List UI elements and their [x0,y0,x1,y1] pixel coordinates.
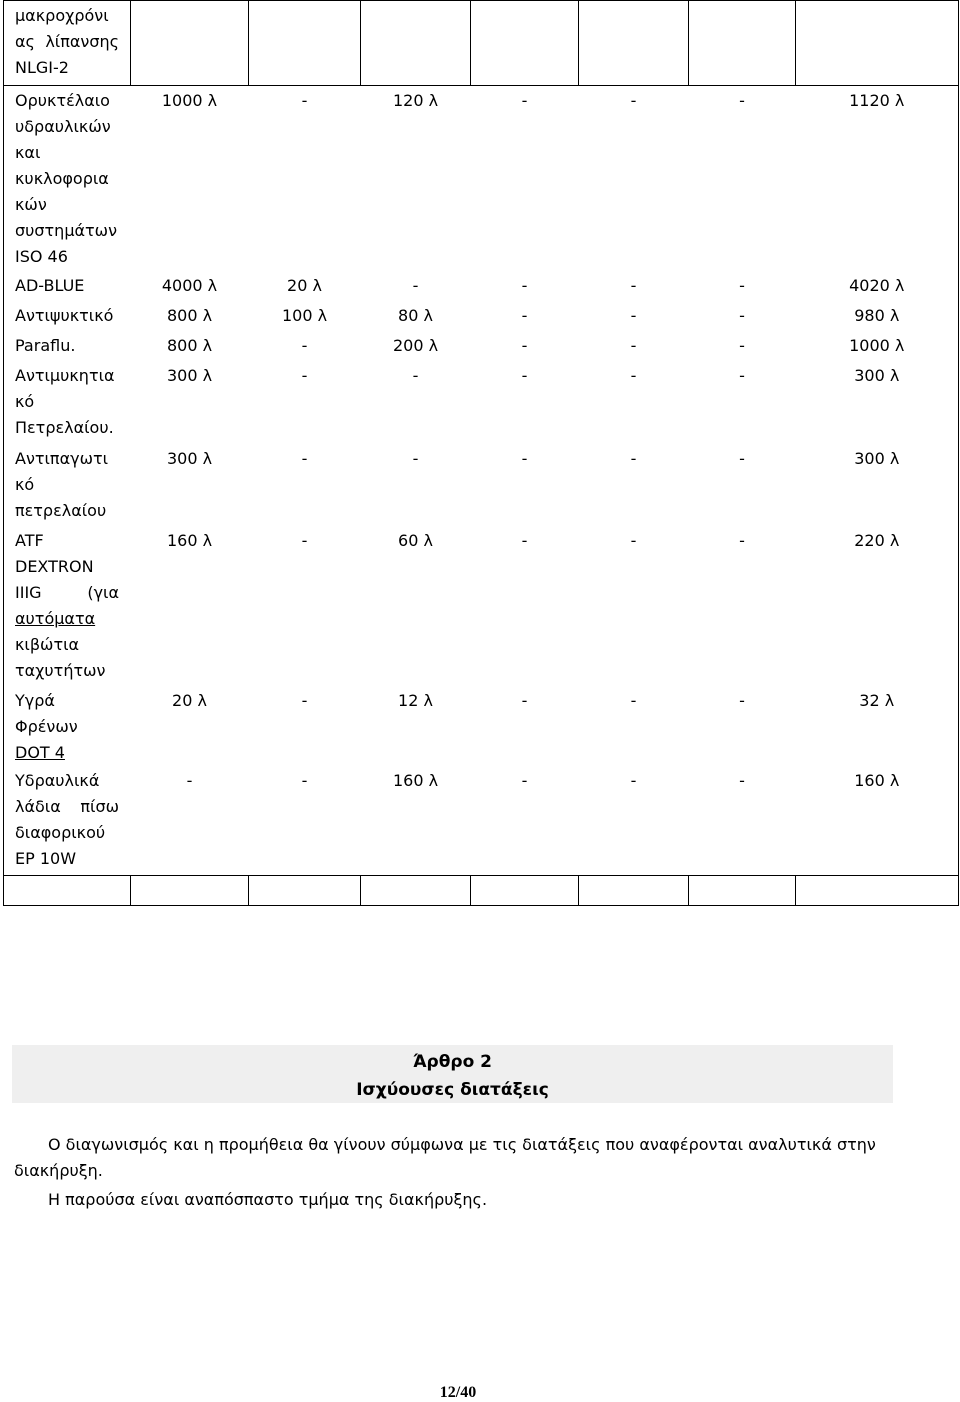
quantity-cell: - [630,770,637,790]
item-label-line: Αντιπαγωτι [15,448,109,468]
quantity-cell: - [521,770,528,790]
item-label [4,331,131,361]
empty-cell [249,1,361,86]
body-paragraph: Ο διαγωνισμός και η προμήθεια θα γίνουν σύμφωνα με τις διατάξεις που αναφέρονται αναλυτικά στην διακήρυξη. [14,1135,876,1180]
item-label-line: Αντιψυκτικό [15,305,114,325]
empty-cell [361,1,471,86]
quantity-cell: - [301,690,308,710]
table-row [4,1,959,86]
quantity-cell: 200 λ [392,335,439,355]
item-label-line: Πετρελαίου. [15,417,114,437]
empty-cell [131,1,249,86]
quantity-cell: - [739,305,745,325]
item-label-line: Υγρά [15,690,55,710]
quantity-cell: - [521,275,528,295]
item-label-line: συστημάτων [15,221,118,240]
total-cell: 160 λ [854,770,900,790]
item-label-line: EP 10W [15,848,77,868]
item-label-line: Φρένων [15,716,78,736]
table-row [4,876,959,906]
item-label [4,1,131,86]
quantity-cell: 160 λ [392,770,439,790]
quantity-cell: 1000 λ [161,91,218,110]
article-number: Άρθρο 2 [413,1052,492,1072]
empty-cell [689,1,796,86]
item-label-line: Paraflu. [15,335,76,355]
empty-cell [361,876,471,906]
empty-cell [796,876,959,906]
total-cell: 1120 λ [849,91,905,110]
quantity-cell: - [739,91,745,110]
empty-cell [579,1,689,86]
item-label-line: ISO 46 [15,247,68,266]
quantity-cell: - [739,365,745,385]
total-cell: 300 λ [854,365,900,385]
quantity-cell: - [630,365,637,385]
quantity-cell: - [739,335,745,355]
item-label-line [15,606,131,632]
item-label-line: NLGI-2 [15,58,69,77]
quantity-cell: - [301,448,308,468]
quantity-cell: - [301,91,308,110]
item-label-line: ας λίπανσης [15,32,119,51]
quantity-cell: 800 λ [166,335,213,355]
quantity-cell: - [739,275,745,295]
total-cell: 300 λ [854,448,900,468]
article-heading [12,1045,893,1103]
table-row [4,301,959,331]
item-label-line: Ορυκτέλαιο [15,91,110,110]
quantity-cell: - [739,690,745,710]
item-label-line: κιβώτια [15,634,80,654]
quantity-cell: - [739,530,745,550]
table-row [4,766,959,876]
item-label-underlined: αυτόματα [15,608,96,628]
quantity-cell: 80 λ [398,305,433,325]
item-label-line: κό [15,474,35,494]
quantity-cell: - [630,448,637,468]
quantity-cell: 20 λ [172,690,207,710]
item-label-line: λάδια πίσω [15,796,119,816]
quantity-cell: - [521,365,528,385]
quantity-cell: - [630,335,637,355]
page-number: 12/40 [439,1384,477,1401]
quantity-cell: 12 λ [398,690,433,710]
empty-cell [796,1,959,86]
body-paragraph: Η παρούσα είναι αναπόσπαστο τμήμα της διακήρυξης. [48,1190,488,1209]
quantity-cell: - [521,530,528,550]
empty-cell [471,876,579,906]
quantity-cell: - [739,770,745,790]
item-label-line: κό [15,391,35,411]
total-cell: 220 λ [854,530,900,550]
quantity-cell: - [301,335,308,355]
table-row [4,271,959,301]
quantity-cell: - [412,365,419,385]
quantity-cell: - [521,690,528,710]
item-label-line: κυκλοφορια [15,169,109,188]
table-row [4,446,959,526]
quantity-cell: - [521,305,528,325]
item-label [4,686,131,766]
table-row [4,686,959,766]
item-label [4,446,131,526]
empty-cell [4,876,131,906]
quantity-cell: - [301,530,308,550]
total-cell: 980 λ [854,305,900,325]
quantity-cell: 800 λ [166,305,213,325]
item-label-line: DEXTRON [15,556,94,576]
quantity-cell: - [630,305,637,325]
quantity-cell: - [739,448,745,468]
empty-cell [131,876,249,906]
item-label-line: κών [15,195,47,214]
item-label [4,301,131,331]
item-label-line: διαφορικού [15,822,106,842]
item-label-underlined: DOT 4 [15,742,65,762]
item-label-line: μακροχρόνι [15,6,109,25]
item-label [4,526,131,686]
quantity-cell: 300 λ [166,365,213,385]
item-label [4,361,131,446]
quantity-cell: 120 λ [392,91,439,110]
quantity-cell: 300 λ [166,448,213,468]
total-cell: 4020 λ [849,275,905,295]
item-label [4,86,131,271]
empty-cell [471,1,579,86]
empty-cell [249,876,361,906]
table-row [4,526,959,686]
item-label-line: ταχυτήτων [15,660,106,680]
item-label-line: Αντιμυκητια [15,365,115,385]
total-cell: 32 λ [859,690,895,710]
quantity-cell: - [301,365,308,385]
quantity-cell: - [630,530,637,550]
item-label-line: Υδραυλικά [15,770,100,790]
item-label-line: υδραυλικών [15,117,111,136]
quantity-cell: - [412,448,419,468]
quantity-cell: - [412,275,419,295]
quantity-cell: - [521,448,528,468]
quantities-table [3,0,959,906]
quantity-cell: - [186,770,193,790]
item-label-line: ATF [15,530,44,550]
quantity-cell: 100 λ [281,305,328,325]
item-label [4,766,131,876]
total-cell: 1000 λ [849,335,905,355]
article-title: Ισχύουσες διατάξεις [356,1080,549,1100]
item-label-line: πετρελαίου [15,500,107,520]
quantity-cell: - [301,770,308,790]
quantity-cell: 20 λ [287,275,322,295]
quantity-cell: - [630,275,637,295]
quantity-cell: - [521,335,528,355]
item-label-line: AD-BLUE [15,275,85,295]
quantity-cell: 160 λ [166,530,213,550]
item-label-line: και [15,143,41,162]
quantity-cell: - [521,91,528,110]
empty-cell [579,876,689,906]
table-row [4,86,959,271]
item-label-line [15,740,131,766]
table-row [4,331,959,361]
quantity-cell: - [630,91,637,110]
empty-cell [689,876,796,906]
quantity-cell: 60 λ [398,530,433,550]
item-label [4,271,131,301]
table-row [4,361,959,446]
quantity-cell: 4000 λ [161,275,218,295]
quantity-cell: - [630,690,637,710]
item-label-line: IIIG (για [15,582,119,602]
